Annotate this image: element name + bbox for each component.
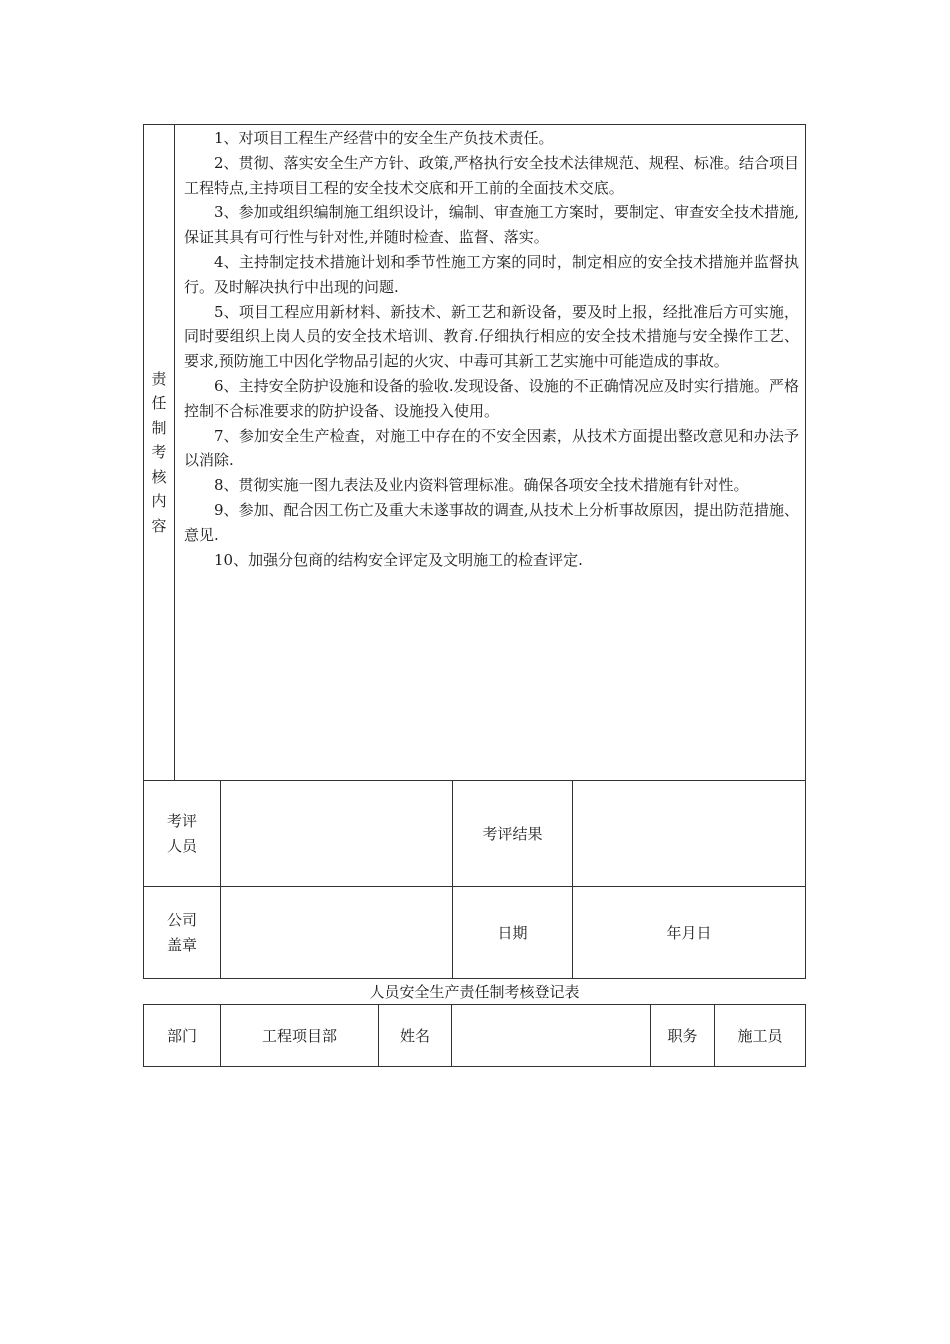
seal-row [144, 887, 805, 978]
responsibility-item: 3、参加或组织编制施工组织设计，编制、审查施工方案时，要制定、审查安全技术措施,保证其具有可行性与针对性,并随时检查、监督、落实。 [184, 203, 799, 247]
seal-field[interactable] [221, 887, 453, 978]
seal-label-cell [144, 887, 221, 978]
date-value: 年月日 [666, 924, 712, 942]
responsibility-row [144, 125, 805, 781]
responsibility-item: 1、对项目工程生产经营中的安全生产负技术责任。 [214, 129, 554, 147]
responsibility-item: 8、贯彻实施一图九表法及业内资料管理标准。确保各项安全技术措施有针对性。 [214, 476, 749, 495]
name-label-cell [379, 1005, 452, 1066]
position-value: 施工员 [737, 1027, 783, 1045]
responsibility-item: 7、参加安全生产检查，对施工中存在的不安全因素，从技术方面提出整改意见和办法予以消除. [184, 426, 799, 470]
name-label: 姓名 [399, 1027, 430, 1045]
evaluator-field[interactable] [221, 781, 453, 886]
date-label: 日期 [497, 924, 528, 942]
responsibility-label-cell [144, 125, 175, 780]
responsibility-content [184, 126, 799, 572]
responsibility-item: 5、项目工程应用新材料、新技术、新工艺和新设备，要及时上报，经批准后方可实施，同时要组织上岗人员的安全技术培训、教育.仔细执行相应的安全技术措施与安全操作工艺、要求,预防施工中因化学物品引起的火灾、中毒可其新工艺实施中可能造成的事故。 [184, 302, 799, 371]
department-field[interactable] [221, 1005, 379, 1066]
result-field[interactable] [573, 781, 805, 886]
responsibility-label: 责任制考核内容 [151, 369, 167, 535]
responsibility-item: 4、主持制定技术措施计划和季节性施工方案的同时，制定相应的安全技术措施并监督执行。及时解决执行中出现的问题. [184, 252, 799, 296]
result-label: 考评结果 [482, 825, 543, 843]
registration-title: 人员安全生产责任制考核登记表 [369, 983, 580, 1001]
registration-table [143, 1004, 806, 1067]
position-label-cell [651, 1005, 715, 1066]
department-label-cell [144, 1005, 221, 1066]
position-label: 职务 [667, 1027, 698, 1045]
date-label-cell [453, 887, 573, 978]
evaluation-row [144, 781, 805, 887]
responsibility-item: 6、主持安全防护设施和设备的验收.发现设备、设施的不正确情况应及时实行措施。严格控制不合标准要求的防护设备、设施投入使用。 [184, 376, 799, 420]
department-value: 工程项目部 [261, 1027, 337, 1045]
evaluator-label: 考评人员 [166, 811, 197, 855]
responsibility-item: 9、参加、配合因工伤亡及重大未遂事故的调查,从技术上分析事故原因，提出防范措施、意见. [184, 500, 799, 544]
position-field[interactable] [715, 1005, 805, 1066]
assessment-table [143, 124, 806, 979]
department-label: 部门 [166, 1027, 197, 1045]
responsibility-item: 10、加强分包商的结构安全评定及文明施工的检查评定. [214, 550, 583, 569]
seal-label: 公司盖章 [166, 910, 197, 954]
result-label-cell [453, 781, 573, 886]
date-field[interactable] [573, 887, 805, 978]
responsibility-item: 2、贯彻、落实安全生产方针、政策,严格执行安全技术法律规范、规程、标准。结合项目工程特点,主持项目工程的安全技术交底和开工前的全面技术交底。 [184, 153, 799, 197]
name-field[interactable] [452, 1005, 651, 1066]
evaluator-label-cell [144, 781, 221, 886]
